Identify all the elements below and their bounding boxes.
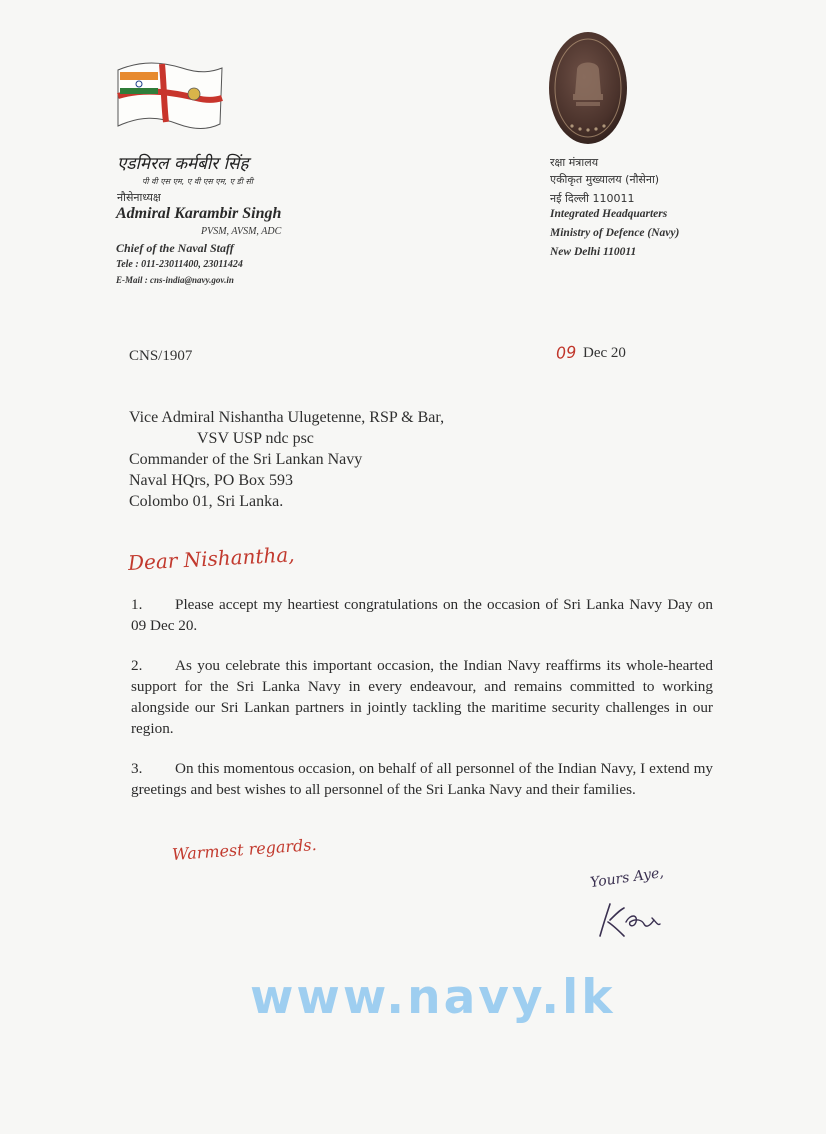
sender-telephone: Tele : 011-23011400, 23011424 [116, 259, 243, 270]
address-line-1: Vice Admiral Nishantha Ulugetenne, RSP & Bar, [129, 409, 445, 426]
sender-name: Admiral Karambir Singh [116, 205, 282, 222]
indian-naval-ensign-icon [112, 56, 226, 140]
name-hindi: एडमिरल कर्मबीर सिंह [117, 154, 249, 174]
salutation-handwritten: Dear Nishantha, [127, 542, 296, 575]
reference-number: CNS/1907 [129, 348, 193, 364]
paragraph-text: As you celebrate this important occasion, the Indian Navy reaffirms its whole-hearted support for the Sri Lanka Navy in every endeavour, and remains committed to working alongside our Sri Lankan partners in jointly tackling the maritime security challenges in our region. [131, 657, 713, 737]
hq-hindi: एकीकृत मुख्यालय (नौसेना) [550, 173, 660, 186]
ministry-hindi: रक्षा मंत्रालय [550, 156, 599, 169]
paragraph-3 [131, 758, 713, 800]
handwritten-signature [594, 896, 664, 942]
date-day-handwritten: 09 [555, 342, 577, 363]
address-line-4: Naval HQrs, PO Box 593 [129, 472, 293, 489]
closing-yours-handwritten: Yours Aye, [589, 864, 665, 892]
title-hindi: नौसेनाध्यक्ष [117, 191, 161, 204]
address-line-3: Commander of the Sri Lankan Navy [129, 451, 363, 468]
sender-title: Chief of the Naval Staff [116, 241, 234, 255]
city-hindi: नई दिल्ली 110011 [550, 192, 635, 205]
hq-city: New Delhi 110011 [550, 246, 637, 258]
paragraph-2 [131, 655, 713, 739]
address-line-5: Colombo 01, Sri Lanka. [129, 493, 284, 510]
decorations-hindi: पी वी एस एम, ए वी एस एम, ए डी सी [142, 177, 253, 186]
ministry-name: Ministry of Defence (Navy) [550, 227, 680, 239]
website-watermark: www.navy.lk [250, 970, 616, 1025]
sender-email: E-Mail : cns-india@navy.gov.in [116, 275, 234, 285]
national-emblem-seal-icon [547, 30, 629, 146]
sender-decorations: PVSM, AVSM, ADC [201, 226, 282, 237]
closing-regards-handwritten: Warmest regards. [171, 834, 318, 865]
paragraph-number: 1. [131, 596, 143, 613]
date-month-year: Dec 20 [583, 345, 626, 361]
address-line-2: VSV USP ndc psc [197, 430, 314, 447]
hq-name: Integrated Headquarters [550, 208, 668, 220]
paragraph-text: Please accept my heartiest congratulations on the occasion of Sri Lanka Navy Day on 09 Dec 20. [131, 596, 713, 634]
paragraph-text: On this momentous occasion, on behalf of all personnel of the Indian Navy, I extend my greetings and best wishes to all personnel of the Sri Lanka Navy and their families. [131, 760, 713, 798]
paragraph-number: 2. [131, 657, 143, 674]
paragraph-1 [131, 594, 713, 636]
paragraph-number: 3. [131, 760, 143, 777]
